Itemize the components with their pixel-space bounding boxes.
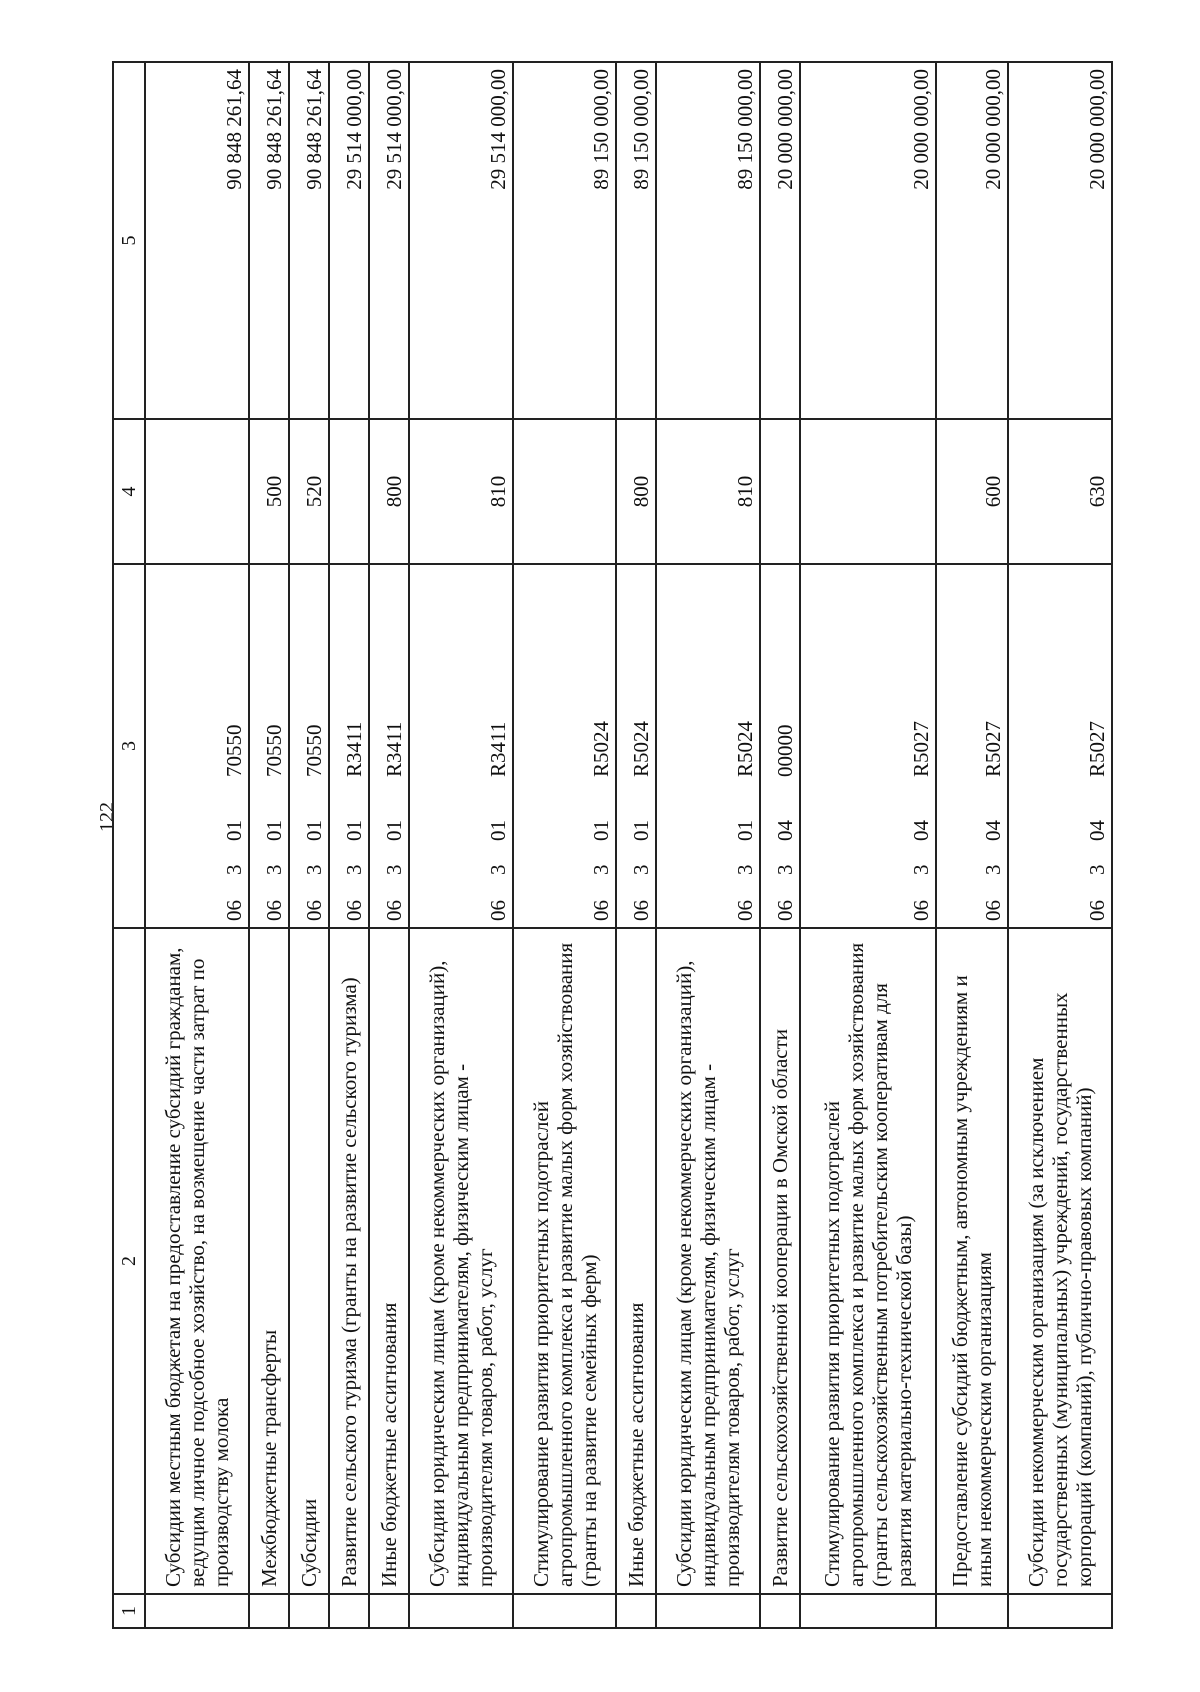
code-part-4: 00000 — [773, 724, 798, 777]
row-expense-type — [513, 419, 617, 564]
code-part-3: 01 — [221, 820, 246, 841]
header-col-2: 2 — [113, 928, 145, 1594]
code-part-2: 3 — [1085, 864, 1109, 875]
code-part-3: 01 — [629, 820, 654, 841]
row-empty-cell — [145, 1594, 249, 1628]
code-part-4: R5024 — [629, 720, 654, 777]
row-expense-type — [145, 419, 249, 564]
code-part-2: 3 — [773, 864, 798, 875]
row-amount: 89 150 000,00 — [616, 62, 656, 419]
code-part-1: 06 — [1085, 900, 1109, 921]
row-amount: 90 848 261,64 — [145, 62, 249, 419]
code-part-4: R5024 — [733, 720, 758, 777]
row-empty-cell — [936, 1594, 1008, 1628]
row-name: Развитие сельского туризма (гранты на развитие сельского туризма) — [329, 928, 369, 1594]
row-amount: 20 000 000,00 — [800, 62, 936, 419]
table-row — [289, 62, 329, 1628]
code-part-1: 06 — [589, 900, 614, 921]
code-part-3: 04 — [773, 820, 798, 841]
header-col-1: 1 — [113, 1594, 145, 1628]
code-part-4: R5024 — [589, 720, 614, 777]
code-part-3: 01 — [261, 820, 286, 841]
row-name: Стимулирование развития приоритетных подотраслей агропромышленного комплекса и развитие малых форм хозяйствования (гранты на развитие семейных ферм) — [513, 928, 617, 1594]
row-empty-cell — [800, 1594, 936, 1628]
row-expense-type: 800 — [616, 419, 656, 564]
row-empty-cell — [409, 1594, 513, 1628]
row-expense-type: 520 — [289, 419, 329, 564]
row-code — [289, 564, 329, 928]
code-part-3: 01 — [589, 820, 614, 841]
row-code — [1008, 564, 1112, 928]
row-empty-cell — [656, 1594, 760, 1628]
row-code — [369, 564, 409, 928]
table-row — [936, 62, 1008, 1628]
row-amount: 90 848 261,64 — [249, 62, 289, 419]
row-amount: 89 150 000,00 — [513, 62, 617, 419]
row-name: Субсидии юридическим лицам (кроме некоммерческих организаций), индивидуальным предпринимателям, физическим лицам - производителям товаров, работ, услуг — [409, 928, 513, 1594]
code-part-4: R3411 — [341, 721, 366, 777]
code-part-1: 06 — [909, 900, 934, 921]
row-empty-cell — [616, 1594, 656, 1628]
table-row — [145, 62, 249, 1628]
row-expense-type: 810 — [409, 419, 513, 564]
row-empty-cell — [289, 1594, 329, 1628]
code-part-1: 06 — [381, 900, 406, 921]
table-row — [616, 62, 656, 1628]
table-row — [329, 62, 369, 1628]
table-row — [760, 62, 800, 1628]
row-expense-type: 800 — [369, 419, 409, 564]
code-part-3: 04 — [909, 820, 934, 841]
row-code — [936, 564, 1008, 928]
row-expense-type: 500 — [249, 419, 289, 564]
table-body — [145, 62, 1112, 1628]
row-name: Межбюджетные трансферты — [249, 928, 289, 1594]
row-amount: 20 000 000,00 — [760, 62, 800, 419]
row-expense-type: 630 — [1008, 419, 1112, 564]
row-amount: 29 514 000,00 — [369, 62, 409, 419]
code-part-1: 06 — [485, 900, 510, 921]
row-amount: 20 000 000,00 — [936, 62, 1008, 419]
row-code — [329, 564, 369, 928]
row-empty-cell — [760, 1594, 800, 1628]
row-name: Субсидии местным бюджетам на предоставление субсидий гражданам, ведущим личное подсобное хозяйство, на возмещение части затрат по производству молока — [145, 928, 249, 1594]
code-part-4: R5027 — [909, 720, 934, 777]
row-name: Субсидии юридическим лицам (кроме некоммерческих организаций), индивидуальным предпринимателям, физическим лицам - производителям товаров, работ, услуг — [656, 928, 760, 1594]
code-part-2: 3 — [981, 864, 1006, 875]
code-part-2: 3 — [589, 864, 614, 875]
code-part-4: 70550 — [261, 724, 286, 777]
header-col-3: 3 — [113, 564, 145, 928]
code-part-1: 06 — [261, 900, 286, 921]
code-part-3: 01 — [733, 820, 758, 841]
row-amount: 90 848 261,64 — [289, 62, 329, 419]
code-part-4: R3411 — [381, 721, 406, 777]
row-code — [656, 564, 760, 928]
code-part-1: 06 — [301, 900, 326, 921]
code-part-2: 3 — [485, 864, 510, 875]
row-empty-cell — [369, 1594, 409, 1628]
code-part-2: 3 — [909, 864, 934, 875]
code-part-2: 3 — [301, 864, 326, 875]
row-amount: 20 000 000,00 — [1008, 62, 1112, 419]
row-amount: 89 150 000,00 — [656, 62, 760, 419]
row-code — [145, 564, 249, 928]
rotated-page-content — [112, 63, 1113, 1629]
row-expense-type — [760, 419, 800, 564]
code-part-2: 3 — [341, 864, 366, 875]
table-row — [1008, 62, 1112, 1628]
code-part-3: 01 — [341, 820, 366, 841]
table-row — [800, 62, 936, 1628]
row-code — [249, 564, 289, 928]
row-name: Развитие сельскохозяйственной кооперации в Омской области — [760, 928, 800, 1594]
code-part-3: 01 — [485, 820, 510, 841]
code-part-2: 3 — [381, 864, 406, 875]
code-part-1: 06 — [733, 900, 758, 921]
row-empty-cell — [513, 1594, 617, 1628]
code-part-2: 3 — [733, 864, 758, 875]
row-code — [409, 564, 513, 928]
code-part-2: 3 — [221, 864, 246, 875]
budget-table — [112, 61, 1113, 1629]
code-part-1: 06 — [221, 900, 246, 921]
code-part-3: 01 — [301, 820, 326, 841]
row-expense-type: 600 — [936, 419, 1008, 564]
code-part-3: 04 — [981, 820, 1006, 841]
row-code — [616, 564, 656, 928]
code-part-1: 06 — [341, 900, 366, 921]
code-part-4: 70550 — [301, 724, 326, 777]
code-part-1: 06 — [629, 900, 654, 921]
row-expense-type: 810 — [656, 419, 760, 564]
code-part-4: 70550 — [221, 724, 246, 777]
row-name: Иные бюджетные ассигнования — [616, 928, 656, 1594]
row-code — [513, 564, 617, 928]
row-name: Субсидии — [289, 928, 329, 1594]
table-row — [409, 62, 513, 1628]
header-col-4: 4 — [113, 419, 145, 564]
code-part-3: 04 — [1085, 820, 1109, 841]
code-part-2: 3 — [629, 864, 654, 875]
code-part-4: R3411 — [485, 721, 510, 777]
row-code — [760, 564, 800, 928]
row-empty-cell — [1008, 1594, 1112, 1628]
row-name: Предоставление субсидий бюджетным, автономным учреждениям и иным некоммерческим организациям — [936, 928, 1008, 1594]
table-row — [513, 62, 617, 1628]
code-part-3: 01 — [381, 820, 406, 841]
page-number: 122 — [96, 802, 118, 832]
row-name: Иные бюджетные ассигнования — [369, 928, 409, 1594]
row-name: Стимулирование развития приоритетных подотраслей агропромышленного комплекса и развитие малых форм хозяйствования (гранты сельскохозяйственным потребительским кооперативам для развития материально-технической базы) — [800, 928, 936, 1594]
table-header-row — [113, 62, 145, 1628]
row-name: Субсидии некоммерческим организациям (за исключением государственных (муниципальных) учреждений, государственных корпораций (компаний), публично-правовых компаний) — [1008, 928, 1112, 1594]
row-amount: 29 514 000,00 — [329, 62, 369, 419]
code-part-1: 06 — [981, 900, 1006, 921]
header-col-5: 5 — [113, 62, 145, 419]
table-row — [656, 62, 760, 1628]
code-part-4: R5027 — [981, 720, 1006, 777]
code-part-4: R5027 — [1085, 720, 1109, 777]
code-part-1: 06 — [773, 900, 798, 921]
row-empty-cell — [249, 1594, 289, 1628]
row-expense-type — [329, 419, 369, 564]
row-code — [800, 564, 936, 928]
row-amount: 29 514 000,00 — [409, 62, 513, 419]
code-part-2: 3 — [261, 864, 286, 875]
table-row — [369, 62, 409, 1628]
table-row — [249, 62, 289, 1628]
row-empty-cell — [329, 1594, 369, 1628]
row-expense-type — [800, 419, 936, 564]
